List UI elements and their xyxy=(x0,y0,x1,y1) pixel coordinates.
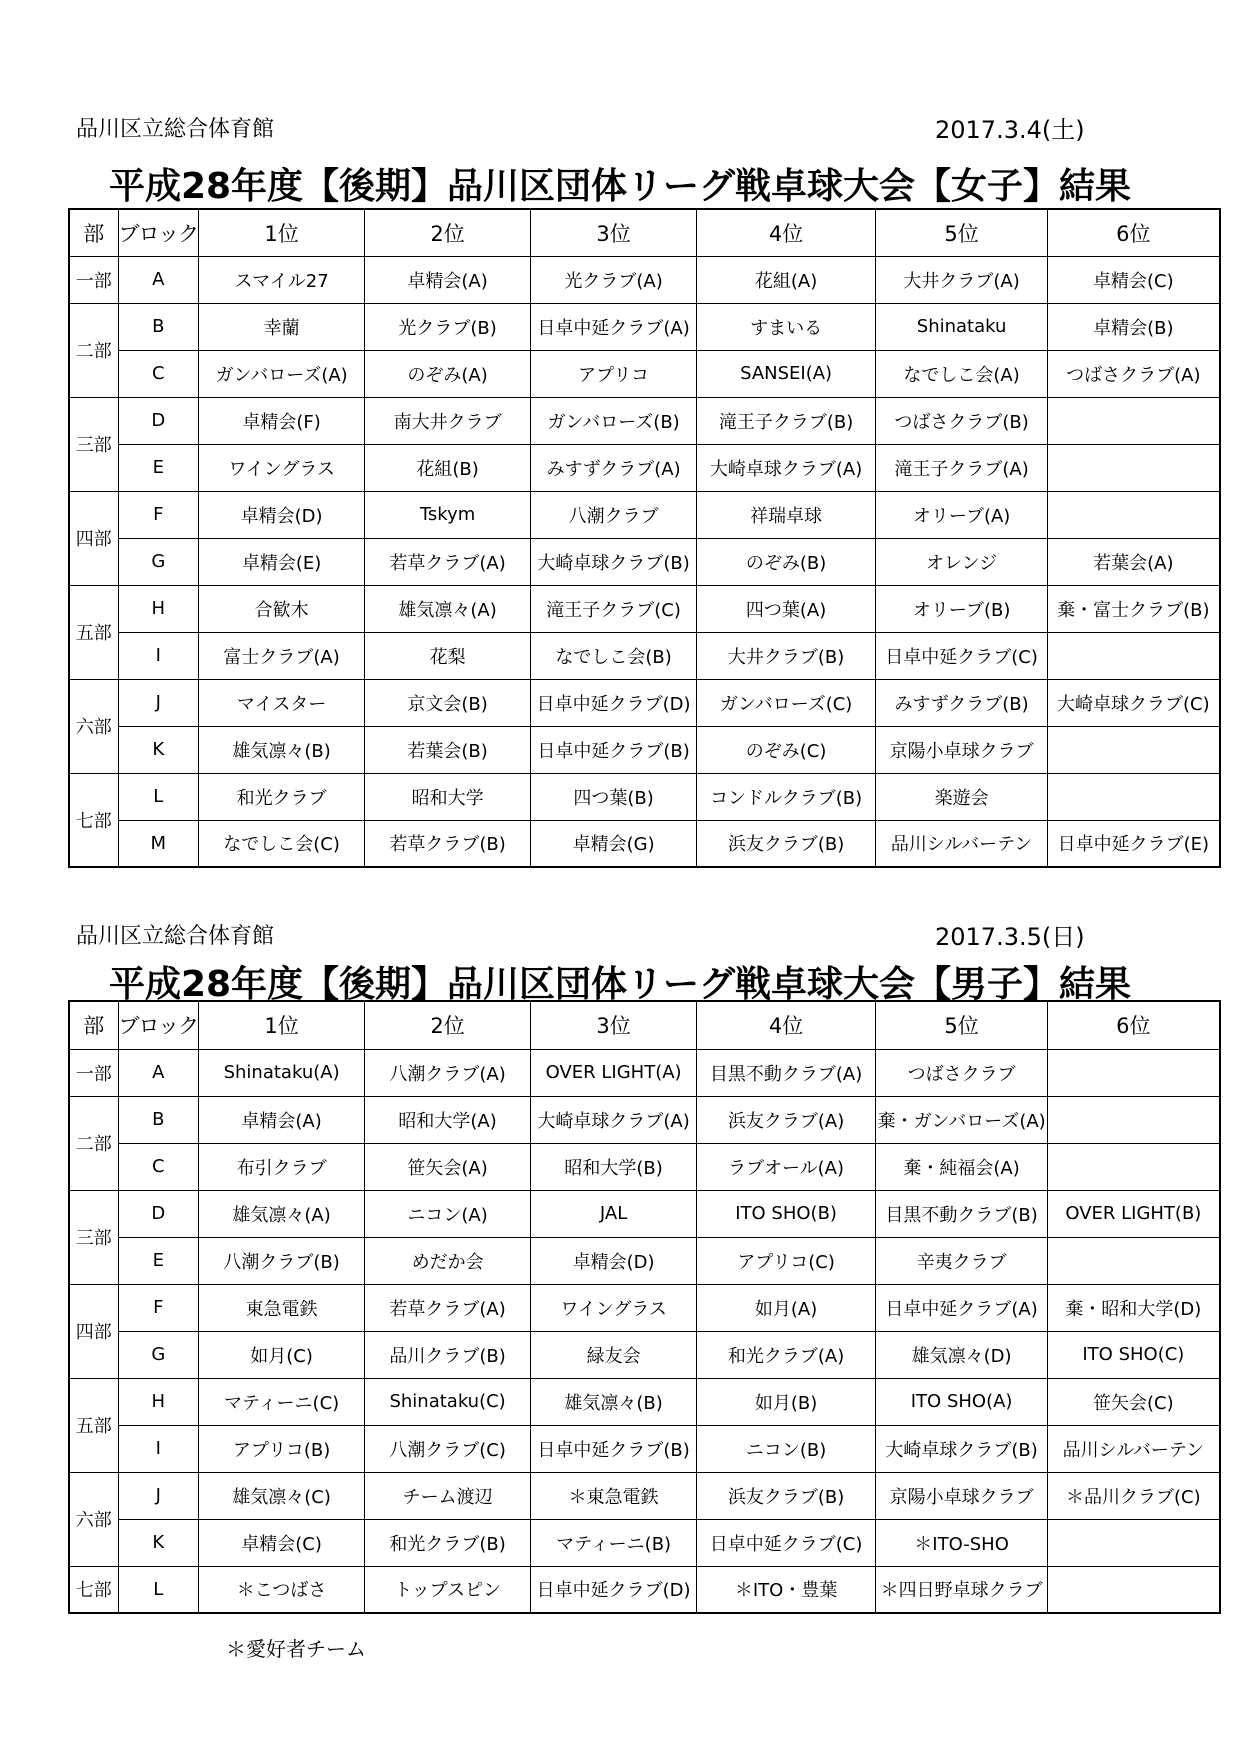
team-cell: みすずクラブ(A) xyxy=(531,444,697,491)
table-row xyxy=(69,820,1220,867)
team-cell: オリーブ(A) xyxy=(876,491,1048,538)
team-cell: ワイングラス xyxy=(199,444,365,491)
team-cell: 若葉会(A) xyxy=(1048,538,1220,585)
division-cell: 一部 xyxy=(69,1049,118,1096)
division-cell: 四部 xyxy=(69,1284,118,1378)
team-cell: 若葉会(B) xyxy=(365,726,531,773)
event-date: 2017.3.4(土) xyxy=(935,116,1085,144)
rank-header: 1位 xyxy=(199,1001,365,1049)
team-cell xyxy=(1048,1566,1220,1613)
team-cell xyxy=(1048,491,1220,538)
block-cell: E xyxy=(118,1237,199,1284)
team-cell xyxy=(1048,773,1220,820)
table-row xyxy=(69,1096,1220,1143)
rank-header: 3位 xyxy=(531,1001,697,1049)
team-cell: JAL xyxy=(531,1190,697,1237)
team-cell: 大崎卓球クラブ(C) xyxy=(1048,679,1220,726)
team-cell: 卓精会(A) xyxy=(365,256,531,303)
block-cell: A xyxy=(118,1049,199,1096)
results-title: 平成28年度【後期】品川区団体リーグ戦卓球大会【男子】結果 xyxy=(108,964,1132,1005)
division-cell: 三部 xyxy=(69,1190,118,1284)
team-cell: 品川シルバーテン xyxy=(876,820,1048,867)
rank-header: 4位 xyxy=(697,209,876,256)
block-cell: M xyxy=(118,820,199,867)
team-cell: マティーニ(C) xyxy=(199,1378,365,1425)
block-cell: F xyxy=(118,1284,199,1331)
division-cell: 一部 xyxy=(69,256,118,303)
team-cell: トップスピン xyxy=(365,1566,531,1613)
team-cell: 京陽小卓球クラブ xyxy=(876,1472,1048,1519)
team-cell: 卓精会(D) xyxy=(199,491,365,538)
team-cell: 京陽小卓球クラブ xyxy=(876,726,1048,773)
block-cell: D xyxy=(118,1190,199,1237)
team-cell: アプリコ(B) xyxy=(199,1425,365,1472)
team-cell: 合歓木 xyxy=(199,585,365,632)
team-cell: 如月(A) xyxy=(697,1284,876,1331)
division-cell: 二部 xyxy=(69,303,118,397)
table-row xyxy=(69,632,1220,679)
table-row xyxy=(69,444,1220,491)
team-cell: 大崎卓球クラブ(A) xyxy=(697,444,876,491)
block-cell: E xyxy=(118,444,199,491)
team-cell: Shinataku(C) xyxy=(365,1378,531,1425)
team-cell: ガンバローズ(A) xyxy=(199,350,365,397)
rank-header: 6位 xyxy=(1048,1001,1220,1049)
team-cell: 四つ葉(B) xyxy=(531,773,697,820)
team-cell: 花組(A) xyxy=(697,256,876,303)
team-cell: 雄気凛々(A) xyxy=(199,1190,365,1237)
block-header: ブロック xyxy=(118,209,199,256)
team-cell: 和光クラブ(B) xyxy=(365,1519,531,1566)
team-cell: 卓精会(E) xyxy=(199,538,365,585)
team-cell: ニコン(B) xyxy=(697,1425,876,1472)
team-cell: のぞみ(A) xyxy=(365,350,531,397)
team-cell: 棄・ガンバローズ(A) xyxy=(876,1096,1048,1143)
team-cell: オリーブ(B) xyxy=(876,585,1048,632)
team-cell xyxy=(1048,1519,1220,1566)
block-cell: I xyxy=(118,1425,199,1472)
rank-header: 6位 xyxy=(1048,209,1220,256)
table-row xyxy=(69,350,1220,397)
team-cell: 日卓中延クラブ(A) xyxy=(531,303,697,350)
team-cell: 幸蘭 xyxy=(199,303,365,350)
team-cell: マイスター xyxy=(199,679,365,726)
team-cell: 京文会(B) xyxy=(365,679,531,726)
team-cell: つばさクラブ(A) xyxy=(1048,350,1220,397)
block-cell: C xyxy=(118,1143,199,1190)
team-cell: 昭和大学(A) xyxy=(365,1096,531,1143)
team-cell: 日卓中延クラブ(A) xyxy=(876,1284,1048,1331)
team-cell: ＊ITO・豊葉 xyxy=(697,1566,876,1613)
table-row xyxy=(69,303,1220,350)
table-row xyxy=(69,1284,1220,1331)
team-cell: のぞみ(B) xyxy=(697,538,876,585)
venue-label: 品川区立総合体育館 xyxy=(76,924,275,949)
team-cell: 棄・純福会(A) xyxy=(876,1143,1048,1190)
team-cell: なでしこ会(C) xyxy=(199,820,365,867)
table-row xyxy=(69,1237,1220,1284)
team-cell: ITO SHO(C) xyxy=(1048,1331,1220,1378)
division-cell: 五部 xyxy=(69,1378,118,1472)
team-cell: 辛夷クラブ xyxy=(876,1237,1048,1284)
table-row xyxy=(69,1566,1220,1613)
block-cell: L xyxy=(118,1566,199,1613)
block-cell: G xyxy=(118,538,199,585)
team-cell: 光クラブ(B) xyxy=(365,303,531,350)
team-cell: 八潮クラブ(A) xyxy=(365,1049,531,1096)
team-cell: 雄気凛々(D) xyxy=(876,1331,1048,1378)
block-cell: A xyxy=(118,256,199,303)
team-cell: ＊ITO-SHO xyxy=(876,1519,1048,1566)
division-cell: 六部 xyxy=(69,679,118,773)
team-cell: 品川クラブ(B) xyxy=(365,1331,531,1378)
team-cell: 滝王子クラブ(A) xyxy=(876,444,1048,491)
team-cell: 富士クラブ(A) xyxy=(199,632,365,679)
table-row xyxy=(69,773,1220,820)
team-cell xyxy=(1048,1143,1220,1190)
team-cell: 目黒不動クラブ(A) xyxy=(697,1049,876,1096)
team-cell: 笹矢会(A) xyxy=(365,1143,531,1190)
men-results-table xyxy=(68,1000,1221,1614)
table-row xyxy=(69,397,1220,444)
division-cell: 七部 xyxy=(69,773,118,867)
table-row xyxy=(69,726,1220,773)
rank-header: 3位 xyxy=(531,209,697,256)
block-cell: K xyxy=(118,726,199,773)
team-cell: 昭和大学(B) xyxy=(531,1143,697,1190)
team-cell: つばさクラブ(B) xyxy=(876,397,1048,444)
division-cell: 五部 xyxy=(69,585,118,679)
block-cell: J xyxy=(118,1472,199,1519)
team-cell xyxy=(1048,1049,1220,1096)
team-cell: 日卓中延クラブ(B) xyxy=(531,726,697,773)
team-cell: 目黒不動クラブ(B) xyxy=(876,1190,1048,1237)
division-header: 部 xyxy=(69,1001,118,1049)
team-cell xyxy=(1048,1237,1220,1284)
team-cell: 雄気凛々(B) xyxy=(199,726,365,773)
block-cell: G xyxy=(118,1331,199,1378)
team-cell: アプリコ(C) xyxy=(697,1237,876,1284)
team-cell: 品川シルバーテン xyxy=(1048,1425,1220,1472)
table-row xyxy=(69,1143,1220,1190)
team-cell: 雄気凛々(C) xyxy=(199,1472,365,1519)
team-cell: ＊こつばさ xyxy=(199,1566,365,1613)
team-cell: ガンバローズ(C) xyxy=(697,679,876,726)
team-cell xyxy=(1048,397,1220,444)
team-cell: なでしこ会(B) xyxy=(531,632,697,679)
team-cell: 卓精会(D) xyxy=(531,1237,697,1284)
team-cell: Shinataku xyxy=(876,303,1048,350)
women-results-table xyxy=(68,208,1221,868)
table-row xyxy=(69,491,1220,538)
team-cell: 光クラブ(A) xyxy=(531,256,697,303)
team-cell: 卓精会(F) xyxy=(199,397,365,444)
team-cell: つばさクラブ xyxy=(876,1049,1048,1096)
division-cell: 四部 xyxy=(69,491,118,585)
team-cell: アプリコ xyxy=(531,350,697,397)
team-cell: 楽遊会 xyxy=(876,773,1048,820)
team-cell: ＊四日野卓球クラブ xyxy=(876,1566,1048,1613)
block-cell: K xyxy=(118,1519,199,1566)
team-cell: めだか会 xyxy=(365,1237,531,1284)
team-cell: 日卓中延クラブ(D) xyxy=(531,1566,697,1613)
team-cell xyxy=(1048,444,1220,491)
team-cell: みすずクラブ(B) xyxy=(876,679,1048,726)
team-cell: ワイングラス xyxy=(531,1284,697,1331)
team-cell: 雄気凛々(B) xyxy=(531,1378,697,1425)
table-row xyxy=(69,1472,1220,1519)
team-cell: 大崎卓球クラブ(A) xyxy=(531,1096,697,1143)
team-cell: 雄気凛々(A) xyxy=(365,585,531,632)
division-cell: 三部 xyxy=(69,397,118,491)
team-cell: 大井クラブ(B) xyxy=(697,632,876,679)
team-cell: チーム渡辺 xyxy=(365,1472,531,1519)
team-cell: 若草クラブ(A) xyxy=(365,1284,531,1331)
team-cell: SANSEI(A) xyxy=(697,350,876,397)
block-cell: D xyxy=(118,397,199,444)
team-cell: 如月(B) xyxy=(697,1378,876,1425)
team-cell: 東急電鉄 xyxy=(199,1284,365,1331)
block-cell: J xyxy=(118,679,199,726)
block-cell: L xyxy=(118,773,199,820)
table-row xyxy=(69,538,1220,585)
team-cell: オレンジ xyxy=(876,538,1048,585)
team-cell: 大崎卓球クラブ(B) xyxy=(876,1425,1048,1472)
team-cell: 南大井クラブ xyxy=(365,397,531,444)
table-row xyxy=(69,1331,1220,1378)
team-cell: 卓精会(C) xyxy=(1048,256,1220,303)
team-cell: 昭和大学 xyxy=(365,773,531,820)
team-cell: 八潮クラブ(B) xyxy=(199,1237,365,1284)
team-cell: 花梨 xyxy=(365,632,531,679)
team-cell: 如月(C) xyxy=(199,1331,365,1378)
team-cell: ラブオール(A) xyxy=(697,1143,876,1190)
rank-header: 4位 xyxy=(697,1001,876,1049)
team-cell: 緑友会 xyxy=(531,1331,697,1378)
team-cell: ＊東急電鉄 xyxy=(531,1472,697,1519)
footnote: ＊愛好者チーム xyxy=(226,1637,366,1661)
team-cell: ガンバローズ(B) xyxy=(531,397,697,444)
team-cell: 和光クラブ xyxy=(199,773,365,820)
team-cell: ＊品川クラブ(C) xyxy=(1048,1472,1220,1519)
block-cell: B xyxy=(118,1096,199,1143)
team-cell: 大崎卓球クラブ(B) xyxy=(531,538,697,585)
table-row xyxy=(69,256,1220,303)
team-cell: ITO SHO(A) xyxy=(876,1378,1048,1425)
table-row xyxy=(69,1049,1220,1096)
team-cell: 大井クラブ(A) xyxy=(876,256,1048,303)
team-cell: 浜友クラブ(B) xyxy=(697,1472,876,1519)
rank-header: 2位 xyxy=(365,1001,531,1049)
team-cell: 卓精会(A) xyxy=(199,1096,365,1143)
block-cell: I xyxy=(118,632,199,679)
team-cell xyxy=(1048,632,1220,679)
team-cell: 日卓中延クラブ(B) xyxy=(531,1425,697,1472)
division-cell: 六部 xyxy=(69,1472,118,1566)
team-cell: 棄・昭和大学(D) xyxy=(1048,1284,1220,1331)
team-cell: 棄・富士クラブ(B) xyxy=(1048,585,1220,632)
table-row xyxy=(69,1190,1220,1237)
block-cell: C xyxy=(118,350,199,397)
table-row xyxy=(69,585,1220,632)
team-cell: 布引クラブ xyxy=(199,1143,365,1190)
team-cell: 四つ葉(A) xyxy=(697,585,876,632)
team-cell: 笹矢会(C) xyxy=(1048,1378,1220,1425)
team-cell xyxy=(1048,1096,1220,1143)
rank-header: 5位 xyxy=(876,209,1048,256)
header-row xyxy=(69,209,1220,256)
team-cell: Tskym xyxy=(365,491,531,538)
team-cell: 浜友クラブ(A) xyxy=(697,1096,876,1143)
team-cell: OVER LIGHT(B) xyxy=(1048,1190,1220,1237)
team-cell: 若草クラブ(B) xyxy=(365,820,531,867)
table-row xyxy=(69,679,1220,726)
rank-header: 5位 xyxy=(876,1001,1048,1049)
team-cell: 花組(B) xyxy=(365,444,531,491)
team-cell: 卓精会(B) xyxy=(1048,303,1220,350)
rank-header: 1位 xyxy=(199,209,365,256)
team-cell: 日卓中延クラブ(D) xyxy=(531,679,697,726)
team-cell: のぞみ(C) xyxy=(697,726,876,773)
team-cell: スマイル27 xyxy=(199,256,365,303)
team-cell: 八潮クラブ(C) xyxy=(365,1425,531,1472)
team-cell: Shinataku(A) xyxy=(199,1049,365,1096)
table-row xyxy=(69,1378,1220,1425)
team-cell: なでしこ会(A) xyxy=(876,350,1048,397)
team-cell: 滝王子クラブ(C) xyxy=(531,585,697,632)
venue-label: 品川区立総合体育館 xyxy=(76,117,275,142)
team-cell: OVER LIGHT(A) xyxy=(531,1049,697,1096)
header-row xyxy=(69,1001,1220,1049)
team-cell: ITO SHO(B) xyxy=(697,1190,876,1237)
block-cell: H xyxy=(118,1378,199,1425)
team-cell: 日卓中延クラブ(C) xyxy=(876,632,1048,679)
team-cell: ニコン(A) xyxy=(365,1190,531,1237)
team-cell: コンドルクラブ(B) xyxy=(697,773,876,820)
division-cell: 二部 xyxy=(69,1096,118,1190)
team-cell: 八潮クラブ xyxy=(531,491,697,538)
division-cell: 七部 xyxy=(69,1566,118,1613)
team-cell: 滝王子クラブ(B) xyxy=(697,397,876,444)
table-row xyxy=(69,1425,1220,1472)
team-cell: 和光クラブ(A) xyxy=(697,1331,876,1378)
block-cell: B xyxy=(118,303,199,350)
table-row xyxy=(69,1519,1220,1566)
results-title: 平成28年度【後期】品川区団体リーグ戦卓球大会【女子】結果 xyxy=(108,166,1132,207)
team-cell: 若草クラブ(A) xyxy=(365,538,531,585)
block-cell: F xyxy=(118,491,199,538)
team-cell xyxy=(1048,726,1220,773)
team-cell: 浜友クラブ(B) xyxy=(697,820,876,867)
team-cell: マティーニ(B) xyxy=(531,1519,697,1566)
division-header: 部 xyxy=(69,209,118,256)
block-header: ブロック xyxy=(118,1001,199,1049)
block-cell: H xyxy=(118,585,199,632)
team-cell: 日卓中延クラブ(E) xyxy=(1048,820,1220,867)
team-cell: 日卓中延クラブ(C) xyxy=(697,1519,876,1566)
team-cell: すまいる xyxy=(697,303,876,350)
team-cell: 祥瑞卓球 xyxy=(697,491,876,538)
team-cell: 卓精会(G) xyxy=(531,820,697,867)
event-date: 2017.3.5(日) xyxy=(935,923,1085,951)
team-cell: 卓精会(C) xyxy=(199,1519,365,1566)
rank-header: 2位 xyxy=(365,209,531,256)
